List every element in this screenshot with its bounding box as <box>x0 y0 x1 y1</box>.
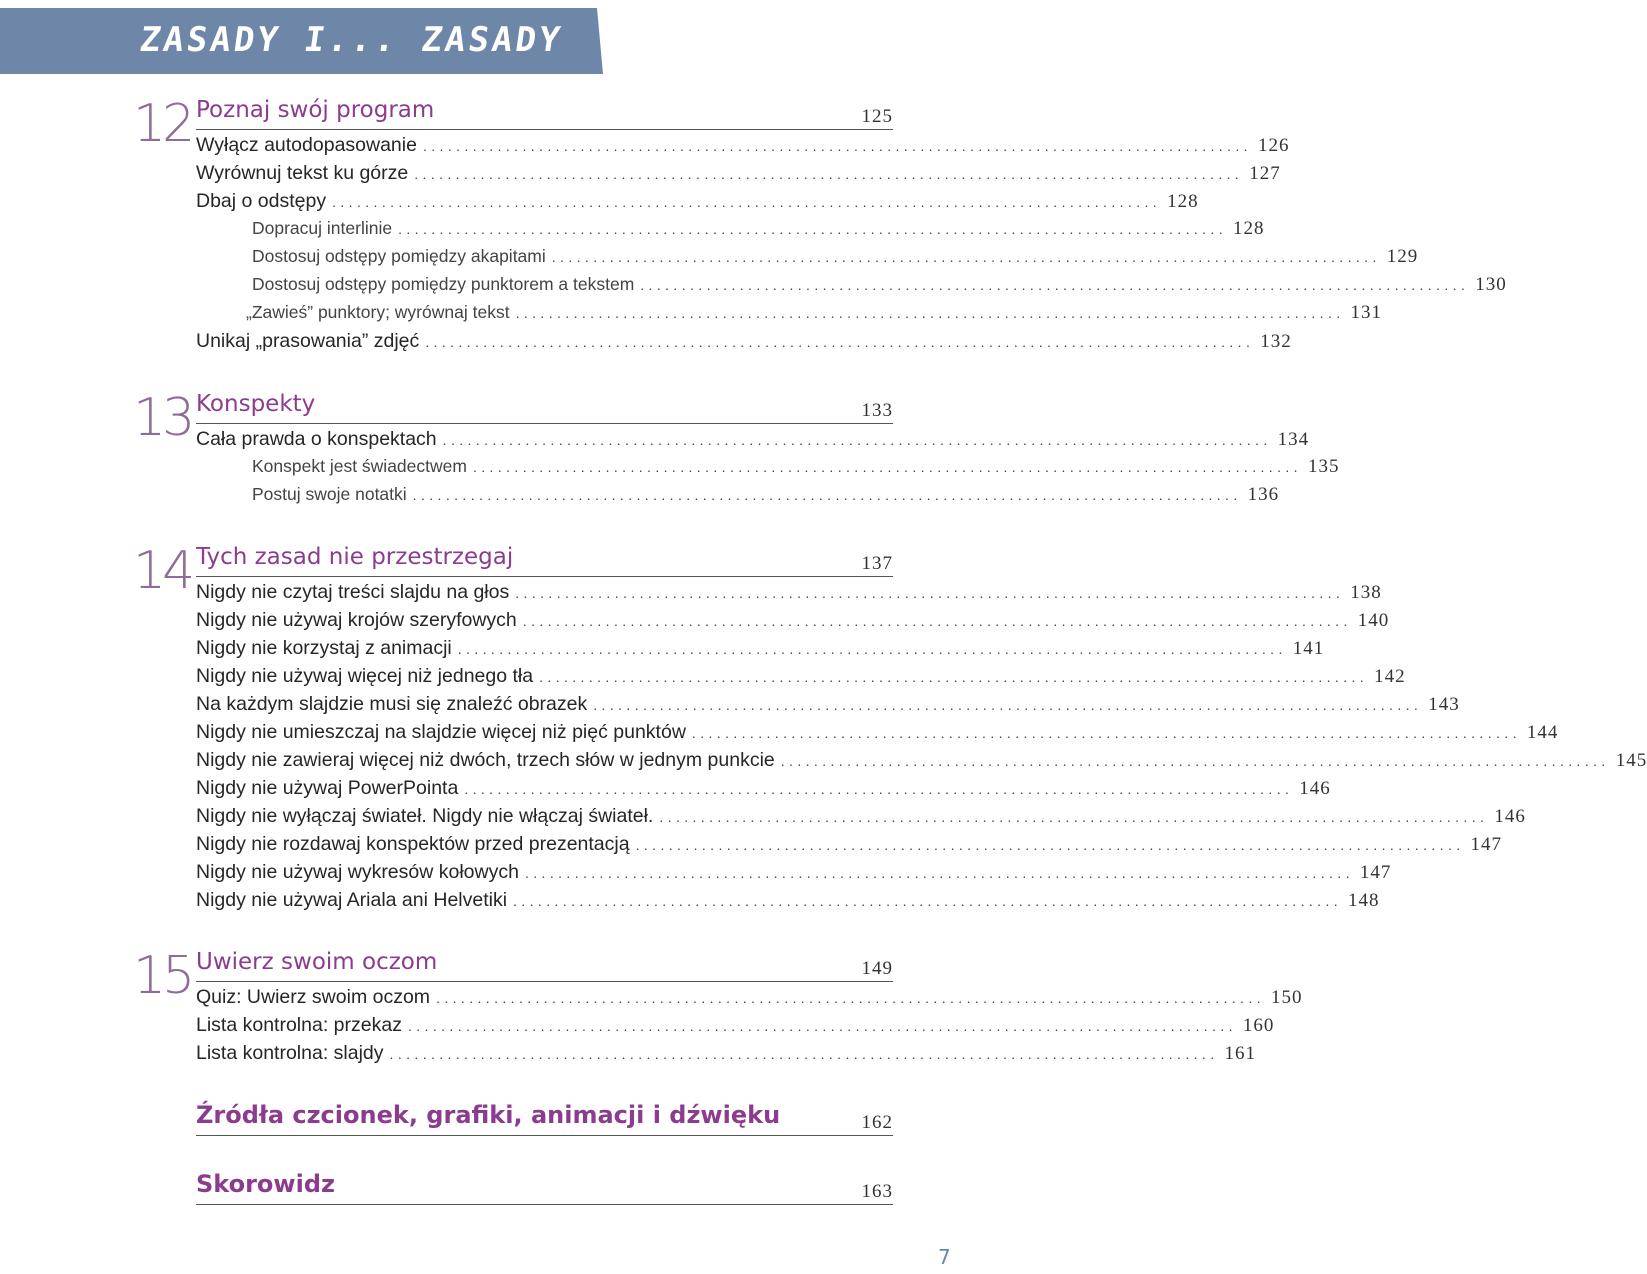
toc-entry-page: 132 <box>1260 331 1292 352</box>
toc-entry-page: 134 <box>1277 429 1310 450</box>
dot-leader: .................................................................................................... <box>425 334 1255 350</box>
toc-entry[interactable] <box>196 162 1281 190</box>
appendix-title: Źródła czcionek, grafiki, animacji i dźwięku <box>196 1101 781 1129</box>
toc-entry[interactable] <box>196 428 1310 456</box>
dot-leader: .................................................................................................... <box>691 725 1521 741</box>
toc-entry-label: Wyrównuj tekst ku górze <box>196 162 409 184</box>
dot-leader: .................................................................................................... <box>457 641 1287 657</box>
toc-entry-label: Lista kontrolna: przekaz <box>196 1014 402 1036</box>
toc-entry[interactable] <box>196 1014 1275 1042</box>
toc-entry-page: 146 <box>1299 778 1331 799</box>
dot-leader: .................................................................................................... <box>436 990 1266 1006</box>
toc-entry-page: 161 <box>1224 1043 1256 1064</box>
toc-entry-label: Postuj swoje notatki <box>252 484 407 504</box>
dot-leader: .................................................................................................... <box>407 1018 1237 1034</box>
toc-entry-page: 130 <box>1475 274 1507 295</box>
toc-entry-page: 147 <box>1359 862 1392 883</box>
dot-leader: .................................................................................................... <box>442 432 1272 448</box>
toc-entry-page: 144 <box>1526 722 1559 743</box>
toc-entry-label: Na każdym slajdzie musi się znaleźć obrazek <box>196 693 588 715</box>
toc-entry[interactable] <box>196 986 1303 1014</box>
toc-entry-page: 140 <box>1357 610 1390 631</box>
toc-entry-page: 160 <box>1242 1015 1275 1036</box>
toc-entry-label: Dopracuj interlinie <box>252 218 393 238</box>
toc-subentry[interactable] <box>252 218 1265 246</box>
toc-entry-page: 135 <box>1307 456 1340 477</box>
chapter-heading[interactable] <box>196 389 893 424</box>
toc-entry[interactable] <box>196 1042 1256 1070</box>
dot-leader: .................................................................................................... <box>659 809 1489 825</box>
toc-entry-page: 138 <box>1350 582 1382 603</box>
toc-entry[interactable] <box>196 581 1382 609</box>
toc-entry[interactable] <box>196 805 1526 833</box>
dot-leader: .................................................................................................... <box>593 697 1423 713</box>
toc-subentry[interactable] <box>252 274 1507 302</box>
toc-entry[interactable] <box>196 749 1647 777</box>
toc-entry[interactable] <box>196 134 1290 162</box>
toc-subentry[interactable] <box>252 246 1419 274</box>
chapter-number: 12 <box>133 94 192 154</box>
dot-leader: .................................................................................................... <box>513 893 1343 909</box>
dot-leader: .................................................................................................... <box>640 277 1470 293</box>
toc-entry-page: 136 <box>1247 484 1280 505</box>
toc-entry-label: Nigdy nie wyłączaj świateł. Nigdy nie włączaj świateł. <box>196 805 654 827</box>
toc-subentry[interactable] <box>252 456 1340 484</box>
chapter-heading[interactable] <box>196 542 893 577</box>
dot-leader: .................................................................................................... <box>422 138 1252 154</box>
toc-entry-page: 148 <box>1348 890 1380 911</box>
dot-leader: .................................................................................................... <box>464 781 1294 797</box>
toc-entry-label: Wyłącz autodopasowanie <box>196 134 417 156</box>
toc-entry[interactable] <box>196 330 1292 358</box>
dot-leader: .................................................................................................... <box>414 166 1244 182</box>
dot-leader: .................................................................................................... <box>780 753 1610 769</box>
toc-entry-label: Unikaj „prasowania” zdjęć <box>196 330 420 352</box>
toc-entry-page: 147 <box>1470 834 1503 855</box>
toc-entry[interactable] <box>196 190 1199 218</box>
toc-entry-label: Nigdy nie używaj Ariala ani Helvetiki <box>196 889 508 911</box>
toc-entry-label: Nigdy nie używaj więcej niż jednego tła <box>196 665 534 687</box>
chapter-page: 149 <box>861 958 893 979</box>
toc-entry-label: Konspekt jest świadectwem <box>252 456 467 476</box>
toc-entry-label: Lista kontrolna: slajdy <box>196 1042 384 1064</box>
dot-leader: .................................................................................................... <box>522 613 1352 629</box>
chapter-page: 125 <box>861 106 893 127</box>
dot-leader: .................................................................................................... <box>551 249 1381 265</box>
toc-entry-label: Nigdy nie umieszczaj na slajdzie więcej niż pięć punktów <box>196 721 686 743</box>
section-title: ZASADY I... ZASADY <box>137 20 566 60</box>
toc-entry-page: 126 <box>1257 135 1290 156</box>
chapter-title: Konspekty <box>196 391 316 417</box>
toc-entry-page: 143 <box>1428 694 1460 715</box>
chapter-number: 15 <box>133 946 192 1006</box>
dot-leader: .................................................................................................... <box>412 487 1242 503</box>
chapter-title: Uwierz swoim oczom <box>196 949 438 975</box>
dot-leader: .................................................................................................... <box>635 837 1465 853</box>
toc-entry-page: 146 <box>1494 806 1526 827</box>
toc-entry[interactable] <box>196 861 1392 889</box>
page-number: 7 <box>938 1245 951 1269</box>
toc-entry[interactable] <box>196 637 1325 665</box>
toc-entry-page: 131 <box>1350 302 1383 323</box>
toc-subentry[interactable] <box>246 302 1383 330</box>
toc-entry-label: Cała prawda o konspektach <box>196 428 437 450</box>
toc-entry-page: 150 <box>1271 987 1303 1008</box>
toc-subentry[interactable] <box>252 484 1280 512</box>
dot-leader: .................................................................................................... <box>398 221 1228 237</box>
toc-entry[interactable] <box>196 609 1390 637</box>
toc-entry[interactable] <box>196 665 1406 693</box>
toc-entry[interactable] <box>196 833 1503 861</box>
index-heading[interactable] <box>196 1170 893 1205</box>
index-title: Skorowidz <box>196 1170 335 1198</box>
toc-entry-page: 128 <box>1233 218 1265 239</box>
index-page: 163 <box>861 1181 893 1202</box>
dot-leader: .................................................................................................... <box>389 1046 1219 1062</box>
chapter-page: 137 <box>861 553 893 574</box>
dot-leader: .................................................................................................... <box>515 305 1345 321</box>
toc-entry-page: 142 <box>1374 666 1406 687</box>
toc-entry[interactable] <box>196 721 1559 749</box>
appendix-heading[interactable] <box>196 1101 893 1136</box>
toc-entry-label: Nigdy nie rozdawaj konspektów przed prezentacją <box>196 833 630 855</box>
toc-entry[interactable] <box>196 889 1380 917</box>
toc-entry[interactable] <box>196 693 1460 721</box>
toc-entry-page: 129 <box>1386 246 1419 267</box>
chapter-title: Poznaj swój program <box>196 97 435 123</box>
dot-leader: .................................................................................................... <box>472 459 1302 475</box>
toc-entry-page: 128 <box>1167 191 1199 212</box>
chapter-title: Tych zasad nie przestrzegaj <box>196 544 514 570</box>
dot-leader: .................................................................................................... <box>539 669 1369 685</box>
toc-entry-label: Nigdy nie używaj PowerPointa <box>196 777 459 799</box>
chapter-page: 133 <box>861 400 893 421</box>
chapter-number: 13 <box>133 388 192 448</box>
appendix-page: 162 <box>861 1112 893 1133</box>
toc-entry-label: „Zawieś” punktory; wyrównaj tekst <box>246 302 510 322</box>
toc-entry-label: Nigdy nie czytaj treści slajdu na głos <box>196 581 510 603</box>
toc-entry-label: Nigdy nie zawieraj więcej niż dwóch, trzech słów w jednym punkcie <box>196 749 775 771</box>
dot-leader: .................................................................................................... <box>515 585 1345 601</box>
toc-entry-page: 141 <box>1292 638 1325 659</box>
toc-entry-page: 127 <box>1249 163 1281 184</box>
dot-leader: .................................................................................................... <box>524 865 1354 881</box>
toc-entry-label: Nigdy nie korzystaj z animacji <box>196 637 452 659</box>
chapter-number: 14 <box>133 541 192 601</box>
chapter-heading[interactable] <box>196 947 893 982</box>
toc-entry-label: Dostosuj odstępy pomiędzy punktorem a tekstem <box>252 274 635 294</box>
chapter-heading[interactable] <box>196 95 893 130</box>
toc-entry-page: 145 <box>1615 750 1647 771</box>
dot-leader: .................................................................................................... <box>332 194 1162 210</box>
toc-entry-label: Quiz: Uwierz swoim oczom <box>196 986 431 1008</box>
toc-entry[interactable] <box>196 777 1331 805</box>
toc-entry-label: Nigdy nie używaj krojów szeryfowych <box>196 609 517 631</box>
toc-entry-label: Nigdy nie używaj wykresów kołowych <box>196 861 519 883</box>
toc-entry-label: Dbaj o odstępy <box>196 190 327 212</box>
toc-entry-label: Dostosuj odstępy pomiędzy akapitami <box>252 246 546 266</box>
